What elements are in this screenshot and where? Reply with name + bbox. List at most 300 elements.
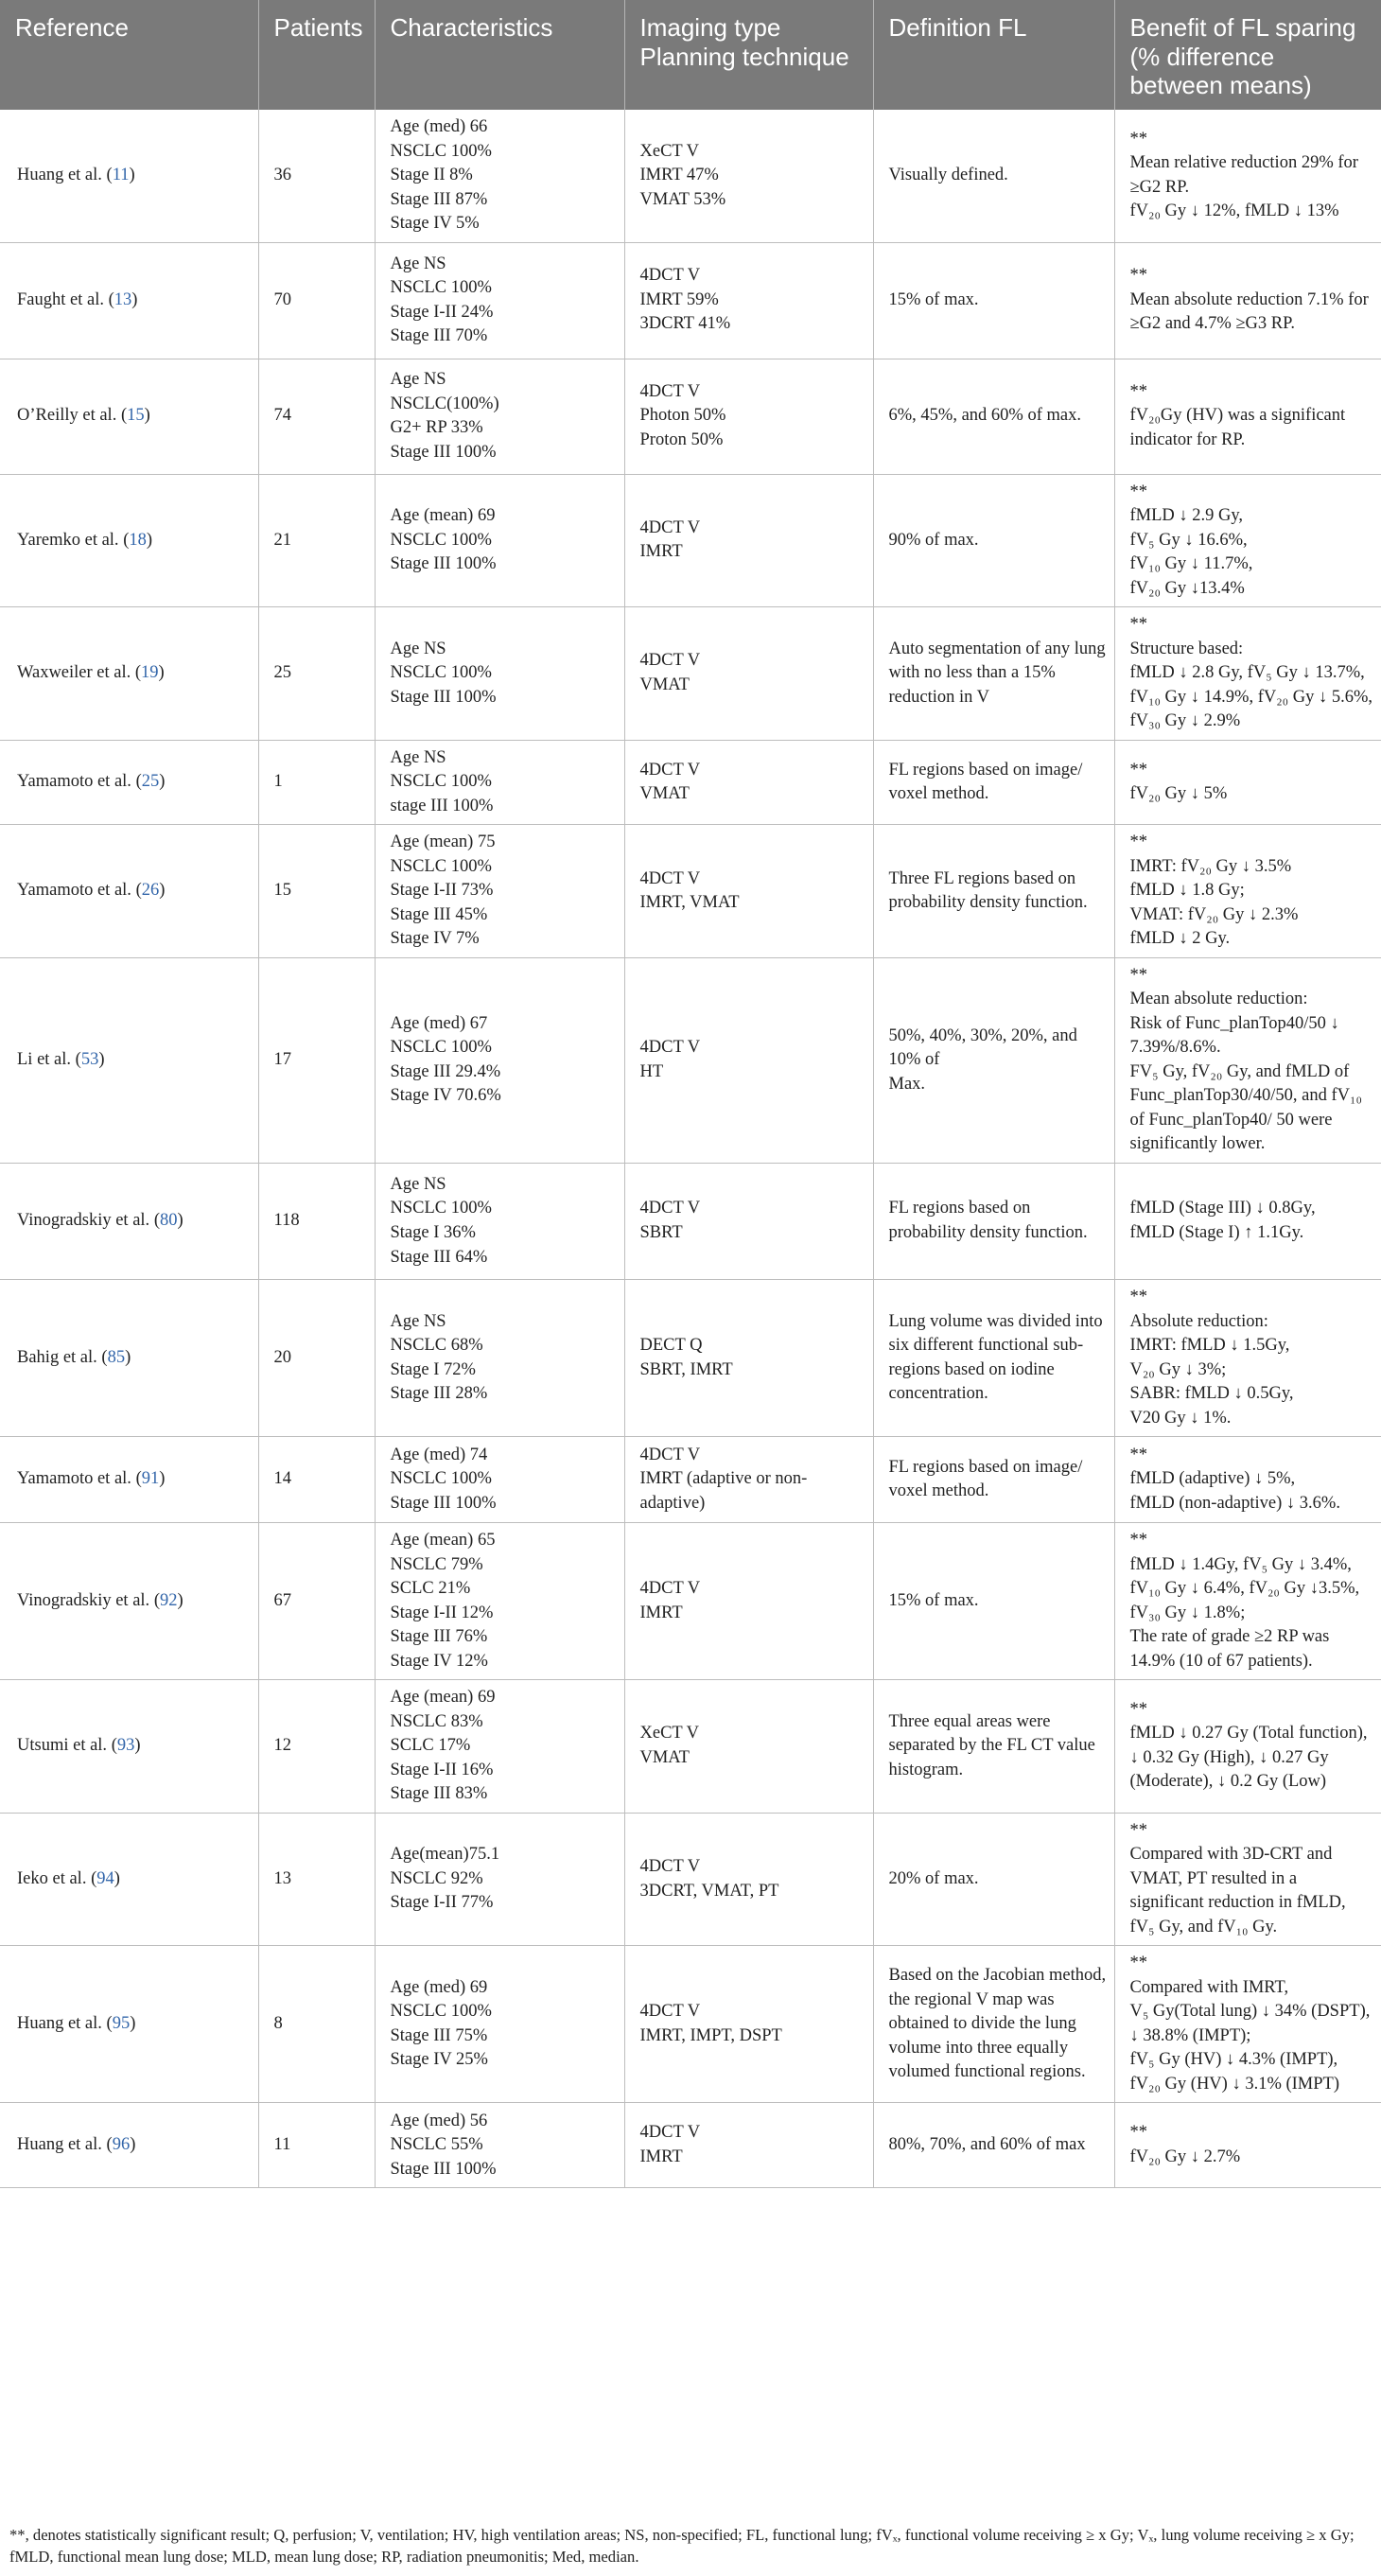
cell-line: IMRT (adaptive or non-adaptive) bbox=[639, 1469, 808, 1513]
cell-line: Stage III 100% bbox=[390, 1493, 497, 1513]
cell-line: Mean relative reduction 29% for ≥G2 RP. bbox=[1129, 153, 1358, 197]
reference-author: Bahig et al. bbox=[17, 1347, 97, 1367]
cell-line: Age (med) 56 bbox=[390, 2111, 488, 2130]
cell-line: 4DCT V bbox=[639, 2002, 701, 2022]
cell-line: FL regions based on image/ voxel method. bbox=[888, 1457, 1083, 1501]
cell-benefit bbox=[1114, 1680, 1381, 1814]
cell-line: ** bbox=[1129, 1288, 1147, 1306]
cell-imaging bbox=[624, 957, 873, 1163]
citation-link[interactable]: 93 bbox=[116, 1736, 135, 1756]
citation-link[interactable]: 85 bbox=[107, 1347, 126, 1367]
cell-line: Stage III 75% bbox=[390, 2025, 488, 2045]
cell-reference: Vinogradskiy et al. (92) bbox=[0, 1523, 258, 1680]
citation-link[interactable]: 91 bbox=[141, 1469, 160, 1489]
cell-line: Stage IV 5% bbox=[390, 214, 480, 234]
cell-line: Stage III 87% bbox=[390, 189, 488, 209]
cell-line: IMRT, IMPT, DSPT bbox=[639, 2025, 782, 2045]
citation-link[interactable]: 96 bbox=[112, 2135, 131, 2155]
cell-patients: 36 bbox=[258, 110, 375, 242]
cell-line: NSCLC 100% bbox=[390, 1038, 492, 1058]
table-row bbox=[0, 1280, 1381, 1437]
cell-patients: 1 bbox=[258, 740, 375, 825]
cell-line: Stage I 72% bbox=[390, 1359, 476, 1379]
cell-line: Stage III 28% bbox=[390, 1384, 488, 1404]
cell-imaging bbox=[624, 1164, 873, 1280]
cell-line: ** bbox=[1129, 129, 1147, 149]
cell-line: stage III 100% bbox=[390, 796, 494, 815]
cell-line: NSCLC 79% bbox=[390, 1554, 483, 1574]
cell-benefit bbox=[1114, 1437, 1381, 1523]
reference-author: Vinogradskiy et al. bbox=[17, 1211, 150, 1231]
cell-benefit bbox=[1114, 1813, 1381, 1946]
cell-patients: 25 bbox=[258, 607, 375, 741]
reference-author: Waxweiler et al. bbox=[17, 663, 131, 683]
cell-reference: Yamamoto et al. (91) bbox=[0, 1437, 258, 1523]
cell-line: Stage III 45% bbox=[390, 904, 488, 924]
citation-link[interactable]: 26 bbox=[141, 881, 160, 901]
cell-line: Stage III 64% bbox=[390, 1247, 488, 1267]
table-row bbox=[0, 110, 1381, 242]
cell-line: NSCLC 100% bbox=[390, 278, 492, 298]
cell-line: SBRT bbox=[639, 1223, 683, 1242]
cell-definition bbox=[873, 242, 1114, 359]
cell-line: Age NS bbox=[390, 1311, 446, 1331]
cell-benefit bbox=[1114, 740, 1381, 825]
citation-link[interactable]: 95 bbox=[112, 2014, 131, 2034]
cell-line: FV₅ Gy, fV₂₀ Gy, and fMLD of Func_planTop30/40/50, and fV₁₀ of Func_planTop40/ 50 were significantly lower. bbox=[1129, 1061, 1362, 1154]
cell-line: Based on the Jacobian method, the regional V map was obtained to divide the lung volume into three equally volumed functional regions. bbox=[888, 1966, 1107, 2082]
cell-line: Compared with IMRT, bbox=[1129, 1977, 1289, 1997]
cell-definition bbox=[873, 1164, 1114, 1280]
cell-patients: 20 bbox=[258, 1280, 375, 1437]
cell-line: Lung volume was divided into six different functional sub-regions based on iodine concentration. bbox=[888, 1311, 1103, 1404]
cell-line: IMRT bbox=[639, 542, 683, 562]
cell-line: ** bbox=[1129, 1531, 1147, 1551]
table-header-row bbox=[0, 0, 1381, 110]
cell-reference: Faught et al. (13) bbox=[0, 242, 258, 359]
cell-line: Max. bbox=[888, 1074, 926, 1094]
cell-line: Stage III 100% bbox=[390, 554, 497, 574]
cell-line: fV₃₀ Gy ↓ 1.8%; bbox=[1129, 1603, 1246, 1622]
cell-characteristics bbox=[375, 2103, 624, 2188]
cell-line: fV₂₀ Gy ↓ 5% bbox=[1129, 784, 1228, 804]
cell-line: 80%, 70%, and 60% of max bbox=[888, 2135, 1086, 2155]
citation-link[interactable]: 15 bbox=[127, 406, 145, 426]
cell-line: Compared with 3D-CRT and VMAT, PT resulted in a significant reduction in fMLD, fV₅ Gy, and fV₁₀ Gy. bbox=[1129, 1845, 1346, 1936]
cell-definition bbox=[873, 1523, 1114, 1680]
cell-line: NSCLC 100% bbox=[390, 141, 492, 161]
cell-line: fV₂₀ Gy (HV) ↓ 3.1% (IMPT) bbox=[1129, 2074, 1340, 2094]
cell-line: DECT Q bbox=[639, 1336, 703, 1356]
cell-line: XeCT V bbox=[639, 141, 700, 161]
table-row bbox=[0, 1813, 1381, 1946]
reference-author: Huang et al. bbox=[17, 2014, 102, 2034]
cell-line: fMLD ↓ 1.8 Gy; bbox=[1129, 881, 1245, 901]
cell-reference: Vinogradskiy et al. (80) bbox=[0, 1164, 258, 1280]
cell-line: 4DCT V bbox=[639, 1579, 701, 1599]
reference-author: O’Reilly et al. bbox=[17, 406, 117, 426]
cell-reference: O’Reilly et al. (15) bbox=[0, 359, 258, 474]
cell-patients: 21 bbox=[258, 474, 375, 607]
cell-definition bbox=[873, 1280, 1114, 1437]
cell-imaging bbox=[624, 2103, 873, 2188]
cell-imaging bbox=[624, 110, 873, 242]
cell-reference: Yamamoto et al. (26) bbox=[0, 825, 258, 958]
cell-line: ** bbox=[1129, 1699, 1147, 1719]
cell-line: NSCLC 100% bbox=[390, 2002, 492, 2022]
citation-link[interactable]: 13 bbox=[114, 289, 132, 309]
cell-line: Stage I-II 12% bbox=[390, 1603, 494, 1622]
cell-characteristics bbox=[375, 957, 624, 1163]
cell-line: fMLD (Stage III) ↓ 0.8Gy, bbox=[1129, 1199, 1316, 1218]
cell-line: VMAT bbox=[639, 1747, 690, 1767]
cell-line: Age NS bbox=[390, 254, 446, 273]
cell-line: NSCLC 92% bbox=[390, 1868, 483, 1888]
cell-imaging bbox=[624, 1813, 873, 1946]
cell-imaging bbox=[624, 242, 873, 359]
cell-line: NSCLC 100% bbox=[390, 1469, 492, 1489]
table-row bbox=[0, 825, 1381, 958]
cell-imaging bbox=[624, 1437, 873, 1523]
reference-author: Utsumi et al. bbox=[17, 1736, 108, 1756]
cell-line: NSCLC 83% bbox=[390, 1711, 483, 1731]
cell-line: fMLD ↓ 2.8 Gy, fV₅ Gy ↓ 13.7%, bbox=[1129, 663, 1365, 683]
cell-line: Age (mean) 69 bbox=[390, 1688, 496, 1708]
cell-line: VMAT: fV₂₀ Gy ↓ 2.3% bbox=[1129, 904, 1299, 924]
cell-line: IMRT 59% bbox=[639, 289, 719, 309]
cell-characteristics bbox=[375, 1164, 624, 1280]
cell-line: 4DCT V bbox=[639, 381, 701, 401]
cell-line: SABR: fMLD ↓ 0.5Gy, bbox=[1129, 1384, 1294, 1404]
cell-line: ** bbox=[1129, 965, 1147, 985]
cell-definition bbox=[873, 607, 1114, 741]
cell-line: NSCLC 100% bbox=[390, 856, 492, 876]
cell-benefit bbox=[1114, 359, 1381, 474]
cell-line: SBRT, IMRT bbox=[639, 1359, 733, 1379]
reference-author: Huang et al. bbox=[17, 2135, 102, 2155]
cell-imaging bbox=[624, 1523, 873, 1680]
cell-patients: 12 bbox=[258, 1680, 375, 1814]
citation-link[interactable]: 25 bbox=[141, 772, 160, 792]
table-row bbox=[0, 1437, 1381, 1523]
cell-line: Stage IV 12% bbox=[390, 1651, 488, 1671]
cell-line: Stage III 83% bbox=[390, 1784, 488, 1804]
cell-line: V20 Gy ↓ 1%. bbox=[1129, 1408, 1232, 1428]
cell-line: Three FL regions based on probability density function. bbox=[888, 868, 1088, 913]
cell-definition bbox=[873, 1680, 1114, 1814]
cell-line: Age NS bbox=[390, 370, 446, 390]
cell-imaging bbox=[624, 359, 873, 474]
cell-line: NSCLC 100% bbox=[390, 663, 492, 683]
cell-line: IMRT bbox=[639, 2147, 683, 2166]
cell-line: 4DCT V bbox=[639, 517, 701, 537]
citation-link[interactable]: 80 bbox=[159, 1211, 178, 1231]
cell-line: fV₂₀ Gy ↓13.4% bbox=[1129, 578, 1245, 598]
cell-line: fMLD ↓ 2 Gy. bbox=[1129, 929, 1231, 949]
cell-line: 4DCT V bbox=[639, 651, 701, 671]
cell-line: 4DCT V bbox=[639, 1857, 701, 1877]
citation-link[interactable]: 53 bbox=[80, 1050, 99, 1070]
cell-definition bbox=[873, 957, 1114, 1163]
cell-definition bbox=[873, 1813, 1114, 1946]
cell-line: ** bbox=[1129, 1820, 1147, 1840]
cell-reference: Bahig et al. (85) bbox=[0, 1280, 258, 1437]
cell-line: NSCLC 55% bbox=[390, 2135, 483, 2155]
header-reference: Reference bbox=[0, 0, 258, 110]
table-row bbox=[0, 242, 1381, 359]
cell-line: Age NS bbox=[390, 639, 446, 658]
cell-line: Stage IV 25% bbox=[390, 2050, 488, 2070]
cell-characteristics bbox=[375, 359, 624, 474]
cell-reference: Li et al. (53) bbox=[0, 957, 258, 1163]
cell-definition bbox=[873, 1946, 1114, 2103]
cell-imaging bbox=[624, 474, 873, 607]
cell-benefit bbox=[1114, 474, 1381, 607]
reference-author: Huang et al. bbox=[17, 166, 102, 185]
cell-line: 50%, 40%, 30%, 20%, and 10% of bbox=[888, 1025, 1077, 1070]
table-row bbox=[0, 359, 1381, 474]
cell-line: Proton 50% bbox=[639, 429, 724, 449]
table-row bbox=[0, 474, 1381, 607]
cell-line: Auto segmentation of any lung with no less than a 15% reduction in V bbox=[888, 639, 1106, 707]
cell-line: 4DCT V bbox=[639, 1445, 701, 1464]
cell-definition bbox=[873, 1437, 1114, 1523]
cell-imaging bbox=[624, 740, 873, 825]
cell-line: Age (mean) 65 bbox=[390, 1531, 496, 1551]
cell-line: fMLD (non-adaptive) ↓ 3.6%. bbox=[1129, 1493, 1340, 1513]
cell-line: V₅ Gy(Total lung) ↓ 34% (DSPT), ↓ 38.8% (IMPT); bbox=[1129, 2002, 1371, 2045]
cell-line: FL regions based on image/ voxel method. bbox=[888, 760, 1083, 804]
header-imaging-type: Imaging type Planning technique bbox=[624, 0, 873, 110]
cell-line: ** bbox=[1129, 1954, 1147, 1973]
cell-line: 4DCT V bbox=[639, 1038, 701, 1058]
cell-patients: 70 bbox=[258, 242, 375, 359]
cell-benefit bbox=[1114, 825, 1381, 958]
cell-characteristics bbox=[375, 1680, 624, 1814]
cell-reference: Utsumi et al. (93) bbox=[0, 1680, 258, 1814]
table-row bbox=[0, 2103, 1381, 2188]
cell-line: fV₅ Gy (HV) ↓ 4.3% (IMPT), bbox=[1129, 2050, 1338, 2070]
cell-characteristics bbox=[375, 110, 624, 242]
cell-line: 90% of max. bbox=[888, 530, 979, 550]
cell-line: fMLD ↓ 2.9 Gy, bbox=[1129, 506, 1244, 526]
cell-line: Absolute reduction: bbox=[1129, 1311, 1268, 1331]
cell-line: Age (med) 69 bbox=[390, 1977, 488, 1997]
cell-line: 4DCT V bbox=[639, 1199, 701, 1218]
cell-line: Age (mean) 75 bbox=[390, 832, 496, 852]
cell-patients: 17 bbox=[258, 957, 375, 1163]
cell-line: Age (med) 67 bbox=[390, 1013, 488, 1033]
cell-characteristics bbox=[375, 474, 624, 607]
cell-line: Stage I-II 77% bbox=[390, 1893, 494, 1913]
cell-line: VMAT bbox=[639, 675, 690, 694]
cell-definition bbox=[873, 740, 1114, 825]
cell-line: ** bbox=[1129, 760, 1147, 780]
cell-benefit bbox=[1114, 242, 1381, 359]
cell-line: 6%, 45%, and 60% of max. bbox=[888, 406, 1081, 426]
cell-patients: 13 bbox=[258, 1813, 375, 1946]
cell-imaging bbox=[624, 607, 873, 741]
citation-link[interactable]: 94 bbox=[96, 1868, 114, 1888]
cell-line: Risk of Func_planTop40/50 ↓ 7.39%/8.6%. bbox=[1129, 1013, 1339, 1058]
cell-line: 3DCRT 41% bbox=[639, 314, 731, 334]
cell-line: 20% of max. bbox=[888, 1868, 979, 1888]
cell-line: Three equal areas were separated by the FL CT value histogram. bbox=[888, 1711, 1095, 1779]
cell-benefit bbox=[1114, 957, 1381, 1163]
cell-line: fV₂₀Gy (HV) was a significant indicator for RP. bbox=[1129, 406, 1346, 449]
cell-reference: Huang et al. (95) bbox=[0, 1946, 258, 2103]
cell-line: Stage I-II 24% bbox=[390, 302, 494, 322]
cell-definition bbox=[873, 825, 1114, 958]
cell-reference: Ieko et al. (94) bbox=[0, 1813, 258, 1946]
cell-line: ** bbox=[1129, 615, 1147, 635]
cell-line: fMLD (Stage I) ↑ 1.1Gy. bbox=[1129, 1223, 1304, 1242]
cell-line: NSCLC 68% bbox=[390, 1336, 483, 1356]
cell-benefit bbox=[1114, 1946, 1381, 2103]
cell-line: SCLC 21% bbox=[390, 1579, 471, 1599]
cell-line: HT bbox=[639, 1061, 664, 1081]
table-row bbox=[0, 1946, 1381, 2103]
header-characteristics: Characteristics bbox=[375, 0, 624, 110]
table-row bbox=[0, 1680, 1381, 1814]
cell-characteristics bbox=[375, 740, 624, 825]
cell-benefit bbox=[1114, 1164, 1381, 1280]
cell-line: SCLC 17% bbox=[390, 1736, 471, 1756]
cell-imaging bbox=[624, 1280, 873, 1437]
cell-patients: 67 bbox=[258, 1523, 375, 1680]
cell-definition bbox=[873, 359, 1114, 474]
cell-characteristics bbox=[375, 607, 624, 741]
cell-patients: 8 bbox=[258, 1946, 375, 2103]
cell-line: NSCLC(100%) bbox=[390, 394, 499, 413]
cell-line: 3DCRT, VMAT, PT bbox=[639, 1881, 779, 1901]
cell-line: Stage III 70% bbox=[390, 326, 488, 346]
cell-benefit bbox=[1114, 1523, 1381, 1680]
cell-characteristics bbox=[375, 1280, 624, 1437]
cell-line: Age (med) 66 bbox=[390, 117, 488, 137]
cell-line: Stage III 76% bbox=[390, 1627, 488, 1647]
cell-line: Age(mean)75.1 bbox=[390, 1845, 500, 1865]
cell-line: fV₂₀ Gy ↓ 12%, fMLD ↓ 13% bbox=[1129, 202, 1339, 221]
cell-reference: Huang et al. (96) bbox=[0, 2103, 258, 2188]
cell-characteristics bbox=[375, 1813, 624, 1946]
cell-line: fMLD ↓ 1.4Gy, fV₅ Gy ↓ 3.4%, bbox=[1129, 1554, 1352, 1574]
cell-line: Stage III 100% bbox=[390, 687, 497, 707]
cell-definition bbox=[873, 2103, 1114, 2188]
cell-line: Stage III 100% bbox=[390, 2159, 497, 2179]
cell-line: Structure based: bbox=[1129, 639, 1244, 658]
cell-line: 4DCT V bbox=[639, 2123, 701, 2143]
reference-author: Yamamoto et al. bbox=[17, 881, 131, 901]
cell-patients: 14 bbox=[258, 1437, 375, 1523]
cell-line: fV₁₀ Gy ↓ 6.4%, fV₂₀ Gy ↓3.5%, bbox=[1129, 1579, 1360, 1599]
cell-benefit bbox=[1114, 1280, 1381, 1437]
cell-line: NSCLC 100% bbox=[390, 530, 492, 550]
cell-definition bbox=[873, 474, 1114, 607]
cell-definition bbox=[873, 110, 1114, 242]
cell-line: IMRT: fMLD ↓ 1.5Gy, bbox=[1129, 1336, 1290, 1356]
cell-line: ** bbox=[1129, 2123, 1147, 2143]
cell-line: VMAT bbox=[639, 784, 690, 804]
citation-link[interactable]: 11 bbox=[112, 166, 130, 185]
cell-line: G2+ RP 33% bbox=[390, 418, 483, 438]
cell-line: ** bbox=[1129, 832, 1147, 852]
header-benefit: Benefit of FL sparing (% difference between means) bbox=[1114, 0, 1381, 110]
cell-line: Stage III 29.4% bbox=[390, 1061, 501, 1081]
cell-line: ** bbox=[1129, 381, 1147, 401]
cell-characteristics bbox=[375, 242, 624, 359]
cell-line: Age NS bbox=[390, 1174, 446, 1194]
cell-line: IMRT: fV₂₀ Gy ↓ 3.5% bbox=[1129, 856, 1292, 876]
cell-line: 15% of max. bbox=[888, 1590, 979, 1610]
cell-benefit bbox=[1114, 110, 1381, 242]
cell-line: ** bbox=[1129, 266, 1147, 286]
cell-line: Mean absolute reduction 7.1% for ≥G2 and 4.7% ≥G3 RP. bbox=[1129, 289, 1369, 334]
cell-line: Photon 50% bbox=[639, 406, 726, 426]
cell-patients: 15 bbox=[258, 825, 375, 958]
cell-line: VMAT 53% bbox=[639, 189, 726, 209]
cell-line: fV₂₀ Gy ↓ 2.7% bbox=[1129, 2147, 1241, 2166]
citation-link[interactable]: 19 bbox=[141, 663, 159, 683]
cell-line: Stage III 100% bbox=[390, 442, 497, 462]
cell-line: Age NS bbox=[390, 747, 446, 767]
cell-line: ** bbox=[1129, 482, 1147, 501]
cell-reference: Waxweiler et al. (19) bbox=[0, 607, 258, 741]
cell-line: fMLD ↓ 0.27 Gy (Total function), ↓ 0.32 Gy (High), ↓ 0.27 Gy (Moderate), ↓ 0.2 Gy (Low) bbox=[1129, 1724, 1368, 1792]
cell-patients: 74 bbox=[258, 359, 375, 474]
cell-line: Stage I 36% bbox=[390, 1223, 476, 1242]
cell-line: 4DCT V bbox=[639, 868, 701, 888]
reference-author: Li et al. bbox=[17, 1050, 72, 1070]
citation-link[interactable]: 92 bbox=[159, 1590, 178, 1610]
cell-line: Stage IV 7% bbox=[390, 929, 480, 949]
cell-patients: 118 bbox=[258, 1164, 375, 1280]
citation-link[interactable]: 18 bbox=[129, 530, 147, 550]
cell-line: The rate of grade ≥2 RP was 14.9% (10 of 67 patients). bbox=[1129, 1627, 1330, 1671]
table-row bbox=[0, 957, 1381, 1163]
cell-line: fV₁₀ Gy ↓ 14.9%, fV₂₀ Gy ↓ 5.6%, fV₃₀ Gy ↓ 2.9% bbox=[1129, 687, 1373, 731]
cell-characteristics bbox=[375, 1946, 624, 2103]
cell-line: Mean absolute reduction: bbox=[1129, 990, 1308, 1009]
cell-line: Stage I-II 73% bbox=[390, 881, 494, 901]
reference-author: Ieko et al. bbox=[17, 1868, 87, 1888]
cell-line: Age (mean) 69 bbox=[390, 506, 496, 526]
cell-line: IMRT bbox=[639, 1603, 683, 1622]
cell-line: 15% of max. bbox=[888, 289, 979, 309]
cell-line: NSCLC 100% bbox=[390, 772, 492, 792]
cell-line: FL regions based on probability density function. bbox=[888, 1199, 1088, 1242]
reference-author: Vinogradskiy et al. bbox=[17, 1590, 150, 1610]
cell-line: XeCT V bbox=[639, 1724, 700, 1744]
cell-line: fV₅ Gy ↓ 16.6%, bbox=[1129, 530, 1248, 550]
header-definition-fl: Definition FL bbox=[873, 0, 1114, 110]
cell-imaging bbox=[624, 825, 873, 958]
cell-benefit bbox=[1114, 2103, 1381, 2188]
reference-author: Yamamoto et al. bbox=[17, 1469, 131, 1489]
cell-reference: Huang et al. (11) bbox=[0, 110, 258, 242]
header-patients: Patients bbox=[258, 0, 375, 110]
cell-line: IMRT, VMAT bbox=[639, 893, 740, 913]
cell-line: IMRT 47% bbox=[639, 166, 719, 185]
cell-reference: Yaremko et al. (18) bbox=[0, 474, 258, 607]
cell-line: fV₁₀ Gy ↓ 11.7%, bbox=[1129, 554, 1253, 574]
cell-characteristics bbox=[375, 1437, 624, 1523]
cell-line: Stage IV 70.6% bbox=[390, 1086, 501, 1106]
cell-benefit bbox=[1114, 607, 1381, 741]
cell-line: 4DCT V bbox=[639, 266, 701, 286]
reference-author: Yaremko et al. bbox=[17, 530, 119, 550]
cell-line: Stage II 8% bbox=[390, 166, 473, 185]
